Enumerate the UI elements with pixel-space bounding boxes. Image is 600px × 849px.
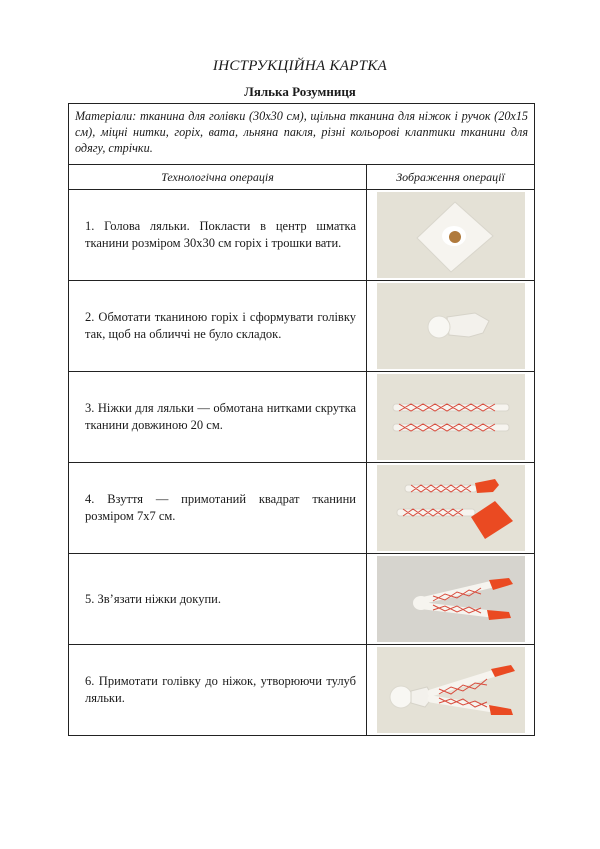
step-2-photo-cell [367, 281, 535, 372]
table-row [69, 190, 535, 281]
step-1-photo-cell [367, 190, 535, 281]
instruction-table [68, 103, 535, 736]
card-title: ІНСТРУКЦІЙНА КАРТКА [212, 58, 388, 74]
header-operation: Технологічна операція [69, 165, 367, 190]
table-row [69, 645, 535, 736]
step-2-text: 2. Обмотати тканиною горіх і сформувати голівку так, щоб на обличчі не було складок. [69, 281, 367, 372]
step-6-photo [377, 647, 525, 733]
step-1-photo [377, 192, 525, 278]
step-5-photo [377, 556, 525, 642]
nut-icon [449, 231, 461, 243]
step-4-photo [377, 465, 525, 551]
materials-text: Матеріали: тканина для голівки (30х30 см), щільна тканина для ніжок і ручок (20х15 см), міцні нитки, горіх, вата, льняна пакля, різні кольорові клаптики тканини для одягу, стрічки. [69, 104, 535, 165]
step-6-photo-cell [367, 645, 535, 736]
step-3-text: 3. Ніжки для ляльки — обмотана нитками скрутка тканини довжиною 20 см. [69, 372, 367, 463]
step-6-text: 6. Примотати голівку до ніжок, утворюючи тулуб ляльки. [69, 645, 367, 736]
table-row [69, 554, 535, 645]
doll-name: Лялька Розумниця [244, 84, 356, 99]
header-image: Зображення операції [367, 165, 535, 190]
doll-head [428, 316, 450, 338]
step-4-text: 4. Взуття — примотаний квадрат тканини розміром 7х7 см. [69, 463, 367, 554]
step-1-text: 1. Голова ляльки. Покласти в центр шматка тканини розміром 30х30 см горіх і трошки вати. [69, 190, 367, 281]
table-row [69, 372, 535, 463]
step-3-photo [377, 374, 525, 460]
step-2-photo [377, 283, 525, 369]
table-row [69, 281, 535, 372]
step-4-photo-cell [367, 463, 535, 554]
step-3-photo-cell [367, 372, 535, 463]
step-5-photo-cell [367, 554, 535, 645]
step-5-text: 5. Зв’язати ніжки докупи. [69, 554, 367, 645]
table-row [69, 463, 535, 554]
doll-head [390, 686, 412, 708]
